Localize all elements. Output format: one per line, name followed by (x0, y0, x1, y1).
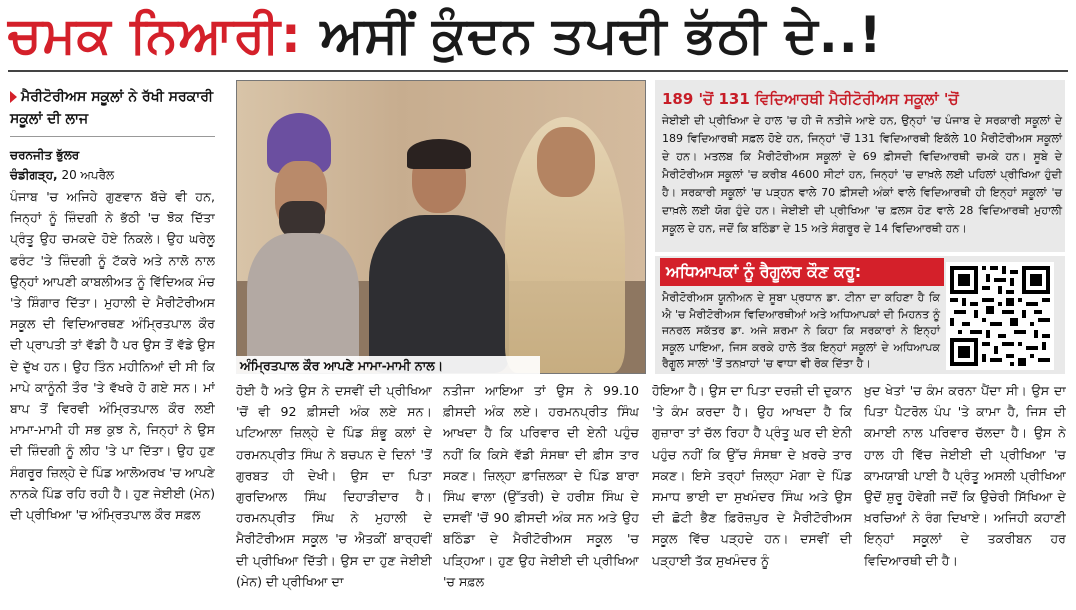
article-column-1-text: ਪੰਜਾਬ 'ਚ ਅਜਿਹੇ ਗੁਣਵਾਨ ਬੱਚੇ ਵੀ ਹਨ, ਜਿਨ੍ਹਾਂ ਨੂੰ ਜ਼ਿੰਦਗੀ ਨੇ ਭੱਠੀ 'ਚ ਝੋਕ ਦਿੱਤਾ ਪ੍ਰੰਤੂ ਉਹ ਚਮਕਦੇ ਹੋਏ ਨਿਕਲੇ। ਉਹ ਘਰੇਲੂ ਫਰੰਟ 'ਤੇ ਜ਼ਿੰਦਗੀ ਨੂੰ ਟੱਕਰੇ ਅਤੇ ਨਾਲੋ ਨਾਲ ਉਨ੍ਹਾਂ ਆਪਣੀ ਕਾਬਲੀਅਤ ਨੂੰ ਵਿੱਦਿਅਕ ਮੰਚ 'ਤੇ ਸ਼ਿੰਗਾਰ ਦਿੱਤਾ। ਮੁਹਾਲੀ ਦੇ ਮੈਰੀਟੋਰੀਅਸ ਸਕੂਲ ਦੀ ਵਿਦਿਆਰਥਣ ਅੰਮ੍ਰਿਤਪਾਲ ਕੌਰ ਦੀ ਪ੍ਰਾਪਤੀ ਤਾਂ ਵੱਡੀ ਹੈ ਪਰ ਉਸ ਤੋਂ ਵੱਡੇ ਉਸ ਦੇ ਦੁੱਖ ਹਨ। ਉਹ ਤਿੰਨ ਮਹੀਨਿਆਂ ਦੀ ਸੀ ਕਿ ਮਾਪੇ ਕਾਨੂੰਨੀ ਤੌਰ 'ਤੇ ਵੱਖਰੇ ਹੋ ਗਏ ਸਨ। ਮਾਂ ਬਾਪ ਤੋਂ ਵਿਰਵੀ ਅੰਮ੍ਰਿਤਪਾਲ ਕੌਰ ਲਈ ਮਾਮਾ-ਮਾਮੀ ਹੀ ਸਭ ਕੁਝ ਨੇ, ਜਿਨ੍ਹਾਂ ਨੇ ਉਸ ਦੀ ਜ਼ਿੰਦਗੀ ਨੂੰ ਲੀਹ 'ਤੇ ਪਾ ਦਿੱਤਾ। ਉਹ ਹੁਣ ਸੰਗਰੂਰ ਜ਼ਿਲ੍ਹੇ ਦੇ ਪਿੰਡ ਆਲੋਅਰਖ 'ਚ ਆਪਣੇ ਨਾਨਕੇ ਪਿੰਡ ਰਹਿ ਰਹੀ ਹੈ। ਹੁਣ ਜੇਈਈ (ਮੇਨ) ਦੀ ਪ੍ਰੀਖਿਆ 'ਚ ਅੰਮ੍ਰਿਤਪਾਲ ਕੌਰ ਸਫ਼ਲ (10, 189, 215, 523)
news-photo (236, 80, 646, 374)
qr-code-pattern (950, 266, 1050, 366)
article-column-4 (652, 380, 852, 606)
photo-caption: ਅੰਮ੍ਰਿਤਪਾਲ ਕੌਰ ਆਪਣੇ ਮਾਮਾ-ਮਾਮੀ ਨਾਲ। (236, 356, 540, 376)
article-column-3 (443, 380, 639, 606)
article-column-2-text: ਹੋਈ ਹੈ ਅਤੇ ਉਸ ਨੇ ਦਸਵੀਂ ਦੀ ਪ੍ਰੀਖਿਆ 'ਚੋਂ ਵੀ 92 ਫ਼ੀਸਦੀ ਅੰਕ ਲਏ ਸਨ। ਪਟਿਆਲਾ ਜ਼ਿਲ੍ਹੇ ਦੇ ਪਿੰਡ ਸ਼ੰਭੂ ਕਲਾਂ ਦੇ ਹਰਮਨਪ੍ਰੀਤ ਸਿੰਘ ਨੇ ਬਚਪਨ ਦੇ ਦਿਨਾਂ 'ਤੋਂ ਗੁਰਬਤ ਹੀ ਦੇਖੀ। ਉਸ ਦਾ ਪਿਤਾ ਗੁਰਦਿਆਲ ਸਿੰਘ ਦਿਹਾੜੀਦਾਰ ਹੈ। ਹਰਮਨਪ੍ਰੀਤ ਸਿੰਘ ਨੇ ਮੁਹਾਲੀ ਦੇ ਮੈਰੀਟੋਰੀਅਸ ਸਕੂਲ 'ਚ ਐਤਕੀਂ ਬਾਰ੍ਹਵੀਂ ਦੀ ਪ੍ਰੀਖਿਆ ਦਿੱਤੀ। ਉਸ ਦਾ ਹੁਣ ਜੇਈਈ (ਮੇਨ) ਦੀ ਪ੍ਰੀਖਿਆ ਦਾ (236, 383, 432, 589)
sub-headline (10, 86, 215, 130)
article-column-5-text: ਖ਼ੁਦ ਖੇਤਾਂ 'ਚ ਕੰਮ ਕਰਨਾ ਪੈਂਦਾ ਸੀ। ਉਸ ਦਾ ਪਿਤਾ ਪੈਟਰੋਲ ਪੰਪ 'ਤੇ ਕਾਮਾ ਹੈ, ਜਿਸ ਦੀ ਕਮਾਈ ਨਾਲ ਪਰਿਵਾਰ ਚੱਲਦਾ ਹੈ। ਉਸ ਨੇ ਹਾਲ ਹੀ ਵਿੱਚ ਜੇਈਈ ਦੀ ਪ੍ਰੀਖਿਆ 'ਚ ਕਾਮਯਾਬੀ ਪਾਈ ਹੈ ਪ੍ਰੰਤੂ ਅਸਲੀ ਪ੍ਰੀਖਿਆ ਉਦੋਂ ਸ਼ੁਰੂ ਹੋਵੇਗੀ ਜਦੋਂ ਕਿ ਉਚੇਰੀ ਸਿੱਖਿਆ ਦੇ ਖ਼ਰਚਿਆਂ ਨੇ ਰੰਗ ਦਿਖਾਏ। ਅਜਿਹੀ ਕਹਾਣੀ ਇਨ੍ਹਾਂ ਸਕੂਲਾਂ ਦੇ ਤਕਰੀਬਨ ਹਰ ਵਿਦਿਆਰਥੀ ਦੀ ਹੈ। (864, 383, 1066, 568)
sidebar-box-stats-body: ਜੇਈਈ ਦੀ ਪ੍ਰੀਖਿਆ ਦੇ ਹਾਲ 'ਚ ਹੀ ਜੋ ਨਤੀਜੇ ਆਏ ਹਨ, ਉਨ੍ਹਾਂ 'ਚ ਪੰਜਾਬ ਦੇ ਸਰਕਾਰੀ ਸਕੂਲਾਂ ਦੇ 189 ਵਿਦਿਆਰਥੀ ਸਫ਼ਲ ਹੋਏ ਹਨ, ਜਿਨ੍ਹਾਂ 'ਚੋਂ 131 ਵਿਦਿਆਰਥੀ ਇਕੱਲੇ 10 ਮੈਰੀਟੋਰੀਅਸ ਸਕੂਲਾਂ ਦੇ ਹਨ। ਮਤਲਬ ਕਿ ਮੈਰੀਟੋਰੀਅਸ ਸਕੂਲਾਂ ਦੇ 69 ਫ਼ੀਸਦੀ ਵਿਦਿਆਰਥੀ ਚਮਕੇ ਹਨ। ਸੂਬੇ ਦੇ ਮੈਰੀਟੋਰੀਅਸ ਸਕੂਲਾਂ 'ਚ ਕਰੀਬ 4600 ਸੀਟਾਂ ਹਨ, ਜਿਨ੍ਹਾਂ 'ਚ ਦਾਖ਼ਲੇ ਲਈ ਪਹਿਲਾਂ ਪ੍ਰੀਖਿਆ ਹੁੰਦੀ ਹੈ। ਸਰਕਾਰੀ ਸਕੂਲਾਂ 'ਚ ਪੜ੍ਹਨ ਵਾਲੇ 70 ਫ਼ੀਸਦੀ ਅੰਕਾਂ ਵਾਲੇ ਵਿਦਿਆਰਥੀ ਹੀ ਇਨ੍ਹਾਂ ਸਕੂਲਾਂ 'ਚ ਦਾਖ਼ਲੇ ਲਈ ਯੋਗ ਹੁੰਦੇ ਹਨ। ਜੇਈਈ ਦੀ ਪ੍ਰੀਖਿਆ 'ਚ ਫ਼ਲਸ ਹੋਣ ਵਾਲੇ 28 ਵਿਦਿਆਰਥੀ ਮੁਹਾਲੀ ਸਕੂਲ ਦੇ ਹਨ, ਜਦੋਂ ਕਿ ਬਠਿੰਡਾ ਦੇ 15 ਅਤੇ ਸੰਗਰੂਰ ਦੇ 14 ਵਿਦਿਆਰਥੀ ਹਨ। (662, 114, 1062, 235)
triangle-bullet-icon (10, 91, 17, 103)
headline-red: ਚਮਕ ਨਿਆਰੀ: (8, 6, 302, 64)
headline-dark: ਅਸੀਂ ਕੁੰਦਨ ਤਪਦੀ ਭੱਠੀ ਦੇ..! (320, 6, 883, 64)
headline-rule (8, 70, 1068, 72)
sub-headline-text: ਮੈਰੀਟੋਰੀਅਸ ਸਕੂਲਾਂ ਨੇ ਰੱਖੀ ਸਰਕਾਰੀ ਸਕੂਲਾਂ ਦੀ ਲਾਜ (10, 89, 214, 127)
article-column-3-text: ਨਤੀਜਾ ਆਇਆ ਤਾਂ ਉਸ ਨੇ 99.10 ਫ਼ੀਸਦੀ ਅੰਕ ਲਏ। ਹਰਮਨਪ੍ਰੀਤ ਸਿੰਘ ਆਖਦਾ ਹੈ ਕਿ ਪਰਿਵਾਰ ਦੀ ਏਨੀ ਪਹੁੰਚ ਨਹੀਂ ਕਿ ਕਿਸੇ ਵੱਡੀ ਸੰਸਥਾ ਦੀ ਫ਼ੀਸ ਤਾਰ ਸਕਣ। ਜ਼ਿਲ੍ਹਾ ਫ਼ਾਜ਼ਿਲਕਾ ਦੇ ਪਿੰਡ ਬਾਰਾ ਸਿੰਘ ਵਾਲਾ (ਉੱਤਰੀ) ਦੇ ਹਰੀਸ਼ ਸਿੰਘ ਦੇ ਦਸਵੀਂ 'ਚੋਂ 90 ਫ਼ੀਸਦੀ ਅੰਕ ਸਨ ਅਤੇ ਉਹ ਬਠਿੰਡਾ ਦੇ ਮੈਰੀਟੋਰੀਅਸ ਸਕੂਲ 'ਚ ਪੜ੍ਹਿਆ। ਹੁਣ ਉਹ ਜੇਈਈ ਦੀ ਪ੍ਰੀਖਿਆ 'ਚ ਸਫ਼ਲ (443, 383, 639, 589)
article-column-1 (10, 186, 215, 606)
photo-hair-girl (407, 139, 471, 169)
sidebar-box-teachers-title: ਅਧਿਆਪਕਾਂ ਨੂੰ ਰੈਗੂਲਰ ਕੌਣ ਕਰੂ: (660, 258, 944, 286)
article-column-5 (864, 380, 1066, 606)
article-column-2 (236, 380, 432, 606)
photo-face-woman-front (537, 127, 595, 197)
dateline-date: 20 ਅਪਰੈਲ (61, 168, 115, 182)
sub-headline-rule (10, 136, 215, 137)
dateline (10, 166, 215, 184)
byline: ਚਰਨਜੀਤ ਭੁੱਲਰ (10, 148, 80, 162)
photo-man-shirt (247, 233, 359, 373)
headline (8, 4, 1068, 66)
sidebar-box-stats-title: 189 'ਚੋਂ 131 ਵਿਦਿਆਰਥੀ ਮੈਰੀਟੋਰੀਅਸ ਸਕੂਲਾਂ 'ਚੋਂ (662, 90, 959, 108)
dateline-place: ਚੰਡੀਗੜ੍ਹ, (10, 168, 58, 182)
sidebar-box-teachers-body: ਮੈਰੀਟੋਰੀਅਸ ਯੂਨੀਅਨ ਦੇ ਸੂਬਾ ਪ੍ਰਧਾਨ ਡਾ. ਟੀਨਾ ਦਾ ਕਹਿਣਾ ਹੈ ਕਿ ਐ 'ਚ ਮੈਰੀਟੋਰੀਅਸ ਵਿਦਿਆਰਥੀਆਂ ਅਤੇ ਅਧਿਆਪਕਾਂ ਦੀ ਮਿਹਨਤ ਨੂੰ ਜਨਰਲ ਸਕੱਤਰ ਡਾ. ਅਜੇ ਸ਼ਰਮਾ ਨੇ ਕਿਹਾ ਕਿ ਸਰਕਾਰਾਂ ਨੇ ਇਨ੍ਹਾਂ ਸਕੂਲ ਪਾਇਆ, ਜਿਸ ਕਰਕੇ ਹਾਲੇ ਤੱਕ ਇਨ੍ਹਾਂ ਸਕੂਲਾਂ ਦੇ ਅਧਿਆਪਕ ਰੈਗੂਲ ਸਾਲਾਂ 'ਤੋਂ ਤਨਖ਼ਾਹਾਂ 'ਚ ਵਾਧਾ ਵੀ ਰੋਕ ਦਿੱਤਾ ਹੈ। (662, 291, 940, 370)
article-column-4-text: ਹੋਇਆ ਹੈ। ਉਸ ਦਾ ਪਿਤਾ ਦਰਜ਼ੀ ਦੀ ਦੁਕਾਨ 'ਤੇ ਕੰਮ ਕਰਦਾ ਹੈ। ਉਹ ਆਖਦਾ ਹੈ ਕਿ ਗੁਜ਼ਾਰਾ ਤਾਂ ਚੱਲ ਰਿਹਾ ਹੈ ਪ੍ਰੰਤੂ ਘਰ ਦੀ ਏਨੀ ਪਹੁੰਚ ਨਹੀਂ ਕਿ ਉੱਚ ਸੰਸਥਾ ਦੇ ਖ਼ਰਚੇ ਤਾਰ ਸਕਣ। ਇਸੇ ਤਰ੍ਹਾਂ ਜ਼ਿਲ੍ਹਾ ਮੋਗਾ ਦੇ ਪਿੰਡ ਸਮਾਧ ਭਾਈ ਦਾ ਸੁਖਮੰਦਰ ਸਿੰਘ ਅਤੇ ਉਸ ਦੀ ਛੋਟੀ ਭੈਣ ਫ਼ਿਰੋਜ਼ਪੁਰ ਦੇ ਮੈਰੀਟੋਰੀਅਸ ਸਕੂਲ ਵਿੱਚ ਪੜ੍ਹਦੇ ਹਨ। ਦਸਵੀਂ ਦੀ ਪੜ੍ਹਾਈ ਤੱਕ ਸੁਖਮੰਦਰ ਨੂੰ (652, 383, 852, 568)
photo-girl-shirt (369, 215, 509, 373)
qr-code-icon[interactable] (946, 262, 1054, 370)
